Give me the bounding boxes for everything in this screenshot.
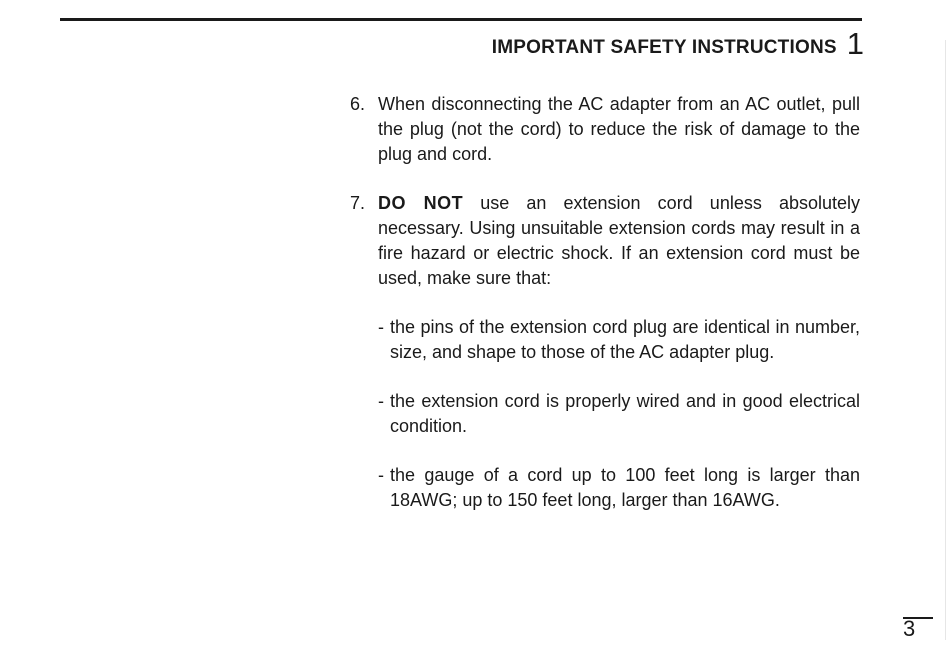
bullet-text: the pins of the extension cord plug are identical in number, size, and shape to those of the AC adapter plug. (390, 317, 860, 362)
bullet-item (378, 389, 860, 439)
item-number: 7. (350, 193, 366, 213)
header-rule (60, 18, 862, 21)
item-text: When disconnecting the AC adapter from an AC outlet, pull the plug (not the cord) to reduce the risk of damage to the plug and cord. (378, 94, 860, 164)
item-body (378, 191, 860, 513)
warning-emphasis: DO NOT (378, 193, 464, 213)
item-body (378, 92, 860, 167)
instruction-item-7 (350, 191, 860, 513)
bullet-text: the gauge of a cord up to 100 feet long is larger than 18AWG; up to 150 feet long, larger than 16AWG. (390, 465, 860, 510)
section-title: IMPORTANT SAFETY INSTRUCTIONS (491, 37, 837, 58)
page-number: 3 (903, 616, 916, 641)
instruction-item-6 (350, 92, 860, 167)
bullet-dash: - (378, 391, 384, 411)
item-text (378, 191, 860, 291)
bullet-dash: - (378, 465, 384, 485)
bullet-dash: - (378, 317, 384, 337)
bullet-list (378, 315, 860, 513)
page-header (492, 28, 864, 59)
instructions-list (350, 92, 860, 537)
item-text-rest: use an extension cord unless absolutely necessary. Using unsuitable extension cords may result in a fire hazard or electric shock. If an extension cord must be used, make sure that: (378, 193, 861, 288)
chapter-number: 1 (846, 26, 864, 61)
bullet-item (378, 463, 860, 513)
bullet-text: the extension cord is properly wired and in good electrical condition. (390, 391, 860, 436)
page-edge (945, 40, 946, 640)
item-number: 6. (350, 94, 366, 114)
bullet-item (378, 315, 860, 365)
